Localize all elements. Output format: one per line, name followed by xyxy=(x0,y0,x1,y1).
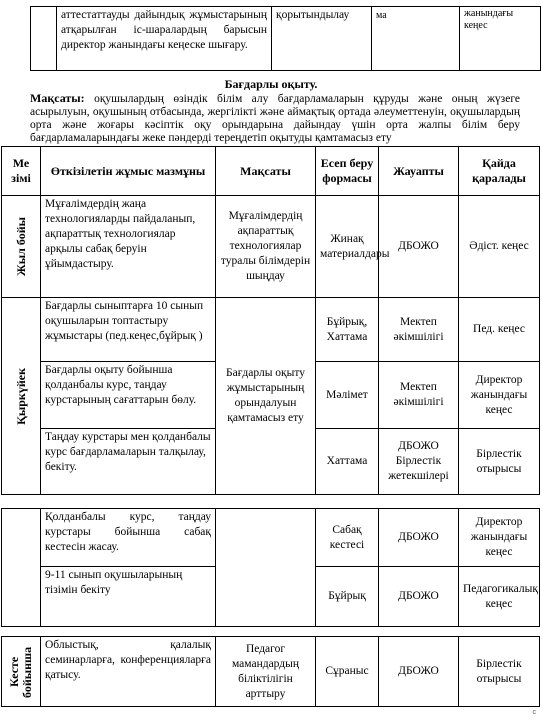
plan-table xyxy=(1,146,540,707)
content-cell: Бағдарлы оқыту бойынша қолданбалы курс, таңдау курстарының сағаттарын бөлу. xyxy=(41,362,216,429)
term-label: Қыркүйек xyxy=(13,367,28,425)
goal-label: Мақсаты: xyxy=(30,91,85,105)
goal-cell: Мұғалімдердің ақпараттық технологиялар туралы білімдерін шыңдау xyxy=(216,196,316,298)
header-responsible: Жауапты xyxy=(379,147,459,196)
responsible-cell: ДБОЖО xyxy=(379,509,459,567)
where-cell: Бірлестік отырысы xyxy=(459,637,540,707)
top-where-cell: жанындағы кеңес xyxy=(460,7,541,71)
table-row xyxy=(2,196,540,298)
page-mark: с xyxy=(532,709,536,716)
term-cell xyxy=(2,298,41,495)
responsible-cell: ДБОЖО Бірлестік жетекшілері xyxy=(379,429,459,495)
top-task-cell: аттестаттауды дайындық жұмыстарының атқарылған іс-шаралардың барысын директор жанындағы кеңеске шығару. xyxy=(57,7,272,71)
term-label: Кесте бойынша xyxy=(7,645,34,698)
goal-cell: Бағдарлы оқыту жұмыстарының орындалуын қамтамасыз ету xyxy=(216,298,316,495)
report-cell: Жинақ материалдары xyxy=(316,196,379,298)
content-cell: 9-11 сынып оқушыларының тізімін бекіту xyxy=(41,567,216,627)
responsible-cell: ДБОЖО xyxy=(379,567,459,627)
report-cell: Бұйрық, Хаттама xyxy=(316,298,379,362)
goal-cell: Педагог мамандардың біліктілігін арттыру xyxy=(216,637,316,707)
report-cell: Сұраныс xyxy=(316,637,379,707)
header-term: Ме зімі xyxy=(2,147,41,196)
section-goal xyxy=(30,92,520,145)
header-goal: Мақсаты xyxy=(216,147,316,196)
section-title: Бағдарлы оқыту. xyxy=(224,77,318,91)
term-cell xyxy=(2,196,41,298)
responsible-cell: ДБОЖО xyxy=(379,637,459,707)
where-cell: Директор жанындағы кеңес xyxy=(459,509,540,567)
table-row xyxy=(2,637,540,707)
term-label: Жыл бойы xyxy=(13,216,28,277)
top-report-cell: ма xyxy=(372,7,460,71)
table-row xyxy=(2,509,540,567)
header-where: Қайда қаралады xyxy=(459,147,540,196)
where-cell: Директор жанындағы кеңес xyxy=(459,362,540,429)
top-purpose-cell: қорытындылау xyxy=(272,7,372,71)
report-cell: Бұйрық xyxy=(316,567,379,627)
content-cell: Бағдарлы сыныптарға 10 сынып оқушыларын топтастыру жұмыстары (пед.кеңес,бұйрық ) xyxy=(41,298,216,362)
goal-cell xyxy=(216,509,316,627)
term-cell xyxy=(2,637,41,707)
header-report: Есеп беру формасы xyxy=(316,147,379,196)
responsible-cell: Мектеп әкімшілігі xyxy=(379,298,459,362)
responsible-cell: ДБОЖО xyxy=(379,196,459,298)
report-cell: Сабақ кестесі xyxy=(316,509,379,567)
top-term-cell xyxy=(31,7,57,71)
goal-text: оқушылардың өзіндік білім алу бағдарламаларын құруды және оның жүзеге асырылуын, оқушының отбасында, жергілікті және аймақтық ортада әлеуметтенуін, оқушылардың орта және жоғары кәсіптік оқу орындарына дайындау үшін орта жалпы білім беру бағдарламаларындағы жеке пәндерді тереңдетіп оқытуды қамтамасыз ету xyxy=(30,93,520,144)
where-cell: Пед. кеңес xyxy=(459,298,540,362)
report-cell: Хаттама xyxy=(316,429,379,495)
content-cell: Таңдау курстары мен қолданбалы курс бағдарламаларын талқылау, бекіту. xyxy=(41,429,216,495)
table-row xyxy=(2,298,540,362)
term-cell xyxy=(2,509,41,627)
content-cell: Мұғалімдердің жаңа технологияларды пайдаланып, ақпараттық технологиялар арқылы сабақ беруін ұйымдастыру. xyxy=(41,196,216,298)
responsible-cell: Мектеп әкімшілігі xyxy=(379,362,459,429)
content-cell: Қолданбалы курс, таңдау курстары бойынша сабақ кестесін жасау. xyxy=(41,509,216,567)
report-cell: Мәлімет xyxy=(316,362,379,429)
header-content: Өткізілетін жұмыс мазмұны xyxy=(41,147,216,196)
where-cell: Әдіст. кеңес xyxy=(459,196,540,298)
where-cell: Бірлестік отырысы xyxy=(459,429,540,495)
top-continuation-table xyxy=(30,6,541,71)
where-cell: Педагогикалық кеңес xyxy=(459,567,540,627)
content-cell: Облыстық, қалалық семинарларға, конференцияларға қатысу. xyxy=(41,637,216,707)
